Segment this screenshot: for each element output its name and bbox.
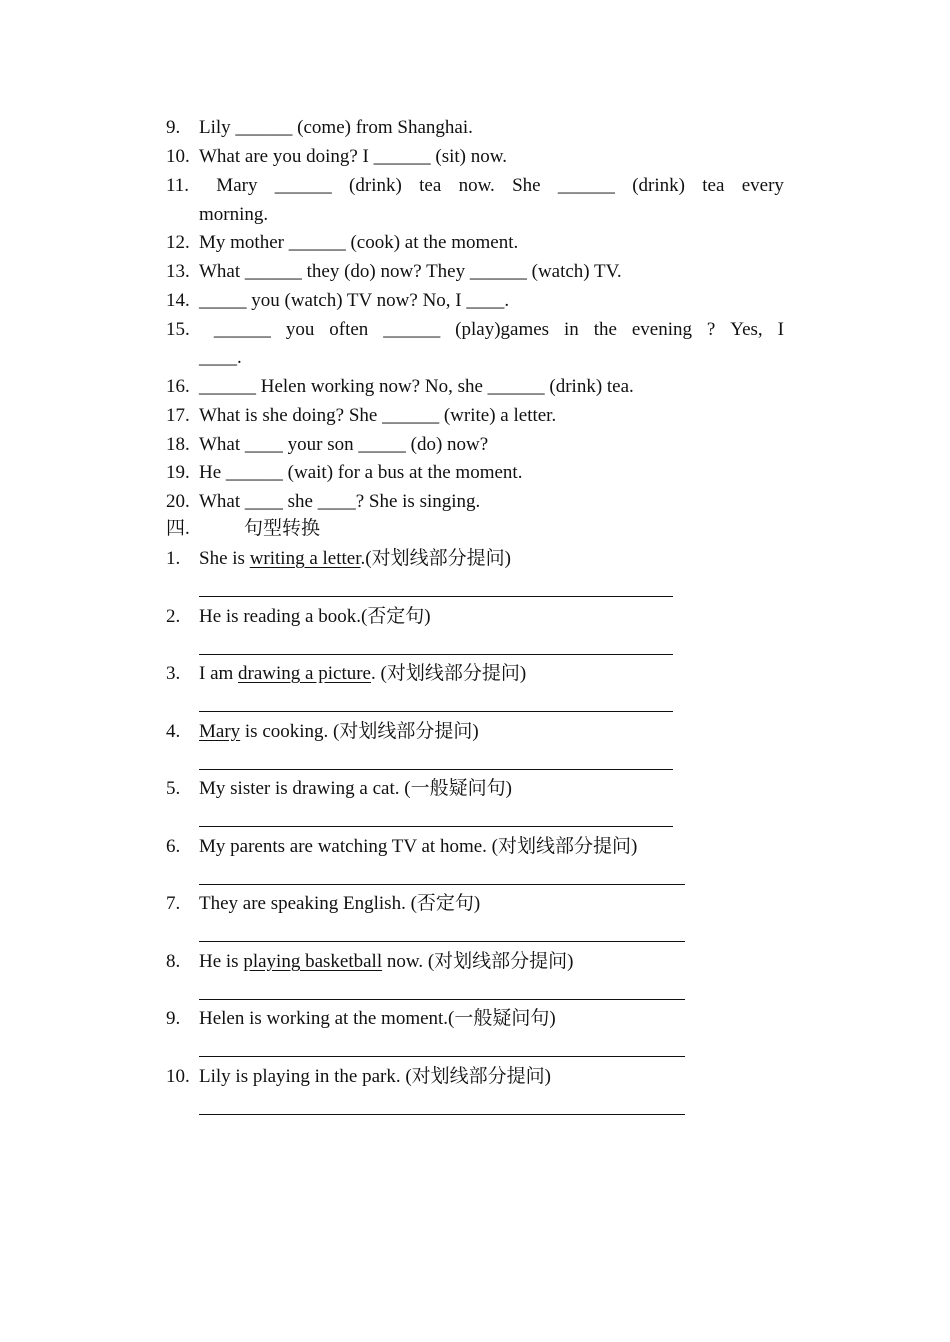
question-text: Helen is working at the moment.(一般疑问句) — [199, 1008, 556, 1029]
answer-line[interactable] — [199, 654, 673, 655]
question-word: every — [741, 175, 784, 196]
question-instruction: . (对划线部分提问) — [371, 663, 527, 684]
question-number: 18. — [166, 434, 190, 455]
question-blank: ______ — [383, 319, 441, 340]
question-11 — [166, 175, 784, 197]
section-title: 句型转换 — [244, 518, 321, 539]
question-text: He is reading a book.(否定句) — [199, 606, 431, 627]
question-text: He ______ (wait) for a bus at the moment. — [199, 462, 523, 483]
question-word: (drink) — [632, 175, 685, 196]
question-word: tea — [702, 175, 725, 196]
question-number: 8. — [166, 951, 181, 972]
question-instruction: is cooking. (对划线部分提问) — [240, 721, 479, 742]
question-text: ______ Helen working now? No, she ______ (drink) tea. — [199, 376, 634, 397]
question-word: now. — [458, 175, 495, 196]
question-text: I am — [199, 663, 239, 684]
question-20 — [166, 491, 480, 513]
question-blank: ______ — [557, 175, 615, 196]
question-word: ? — [706, 319, 716, 340]
answer-line[interactable] — [199, 1056, 685, 1057]
question-12 — [166, 232, 518, 254]
question-text: Lily ______ (come) from Shanghai. — [199, 117, 473, 138]
question-number: 4. — [166, 721, 181, 742]
question-9 — [166, 117, 473, 139]
question-19 — [166, 462, 522, 484]
question-number: 16. — [166, 376, 190, 397]
question-number: 20. — [166, 491, 190, 512]
question-17 — [166, 405, 556, 427]
question-14 — [166, 290, 509, 312]
question-text: What are you doing? I ______ (sit) now. — [199, 146, 507, 167]
section-heading — [166, 518, 320, 540]
question-text: What ____ your son _____ (do) now? — [199, 434, 489, 455]
question-number: 14. — [166, 290, 190, 311]
question-text: My parents are watching TV at home. (对划线部分提问) — [199, 836, 638, 857]
question-number: 15. — [166, 319, 190, 340]
question-word: tea — [419, 175, 442, 196]
question-number: 6. — [166, 836, 181, 857]
question-number: 3. — [166, 663, 181, 684]
question-word: you — [285, 319, 315, 340]
question-number: 9. — [166, 1008, 181, 1029]
question-word: evening — [631, 319, 692, 340]
question-text: My mother ______ (cook) at the moment. — [199, 232, 519, 253]
answer-line[interactable] — [199, 941, 685, 942]
underlined-phrase: drawing a picture — [238, 663, 371, 684]
question-blank: ______ — [213, 319, 271, 340]
question-instruction: now. (对划线部分提问) — [382, 951, 574, 972]
transform-question-10 — [166, 1066, 551, 1088]
transform-question-8 — [166, 951, 574, 973]
question-text: _____ you (watch) TV now? No, I ____. — [199, 290, 510, 311]
transform-question-7 — [166, 893, 480, 915]
question-number: 11. — [166, 175, 190, 196]
question-text: They are speaking English. (否定句) — [199, 893, 481, 914]
question-number: 1. — [166, 548, 181, 569]
question-number: 13. — [166, 261, 190, 282]
question-number: 10. — [166, 146, 190, 167]
question-text: What ______ they (do) now? They ______ (watch) TV. — [199, 261, 622, 282]
question-number: 5. — [166, 778, 181, 799]
transform-question-2 — [166, 606, 431, 628]
answer-line[interactable] — [199, 826, 673, 827]
underlined-phrase: Mary — [199, 721, 241, 742]
question-word: the — [593, 319, 617, 340]
question-18 — [166, 434, 488, 456]
question-instruction: .(对划线部分提问) — [360, 548, 511, 569]
question-word: in — [563, 319, 579, 340]
question-word: (drink) — [349, 175, 402, 196]
question-word: often — [329, 319, 369, 340]
section-number: 四. — [166, 518, 190, 539]
transform-question-5 — [166, 778, 512, 800]
question-blank: ______ — [274, 175, 332, 196]
question-number: 12. — [166, 232, 190, 253]
question-text: What ____ she ____? She is singing. — [199, 491, 481, 512]
question-10 — [166, 146, 507, 168]
question-number: 2. — [166, 606, 181, 627]
question-16 — [166, 376, 634, 398]
answer-line[interactable] — [199, 1114, 685, 1115]
question-15-continuation: ____. — [199, 347, 242, 368]
transform-question-6 — [166, 836, 637, 858]
question-number: 7. — [166, 893, 181, 914]
question-number: 17. — [166, 405, 190, 426]
transform-question-9 — [166, 1008, 556, 1030]
question-word: She — [512, 175, 541, 196]
question-text: She is — [199, 548, 250, 569]
question-word: I — [777, 319, 784, 340]
question-text: Lily is playing in the park. (对划线部分提问) — [199, 1066, 551, 1087]
question-word: Mary — [216, 175, 258, 196]
question-number: 9. — [166, 117, 181, 138]
question-text: What is she doing? She ______ (write) a letter. — [199, 405, 557, 426]
question-15 — [166, 319, 784, 341]
transform-question-4 — [166, 721, 479, 743]
answer-line[interactable] — [199, 884, 685, 885]
question-word: (play)games — [455, 319, 550, 340]
question-text: He is — [199, 951, 244, 972]
answer-line[interactable] — [199, 596, 673, 597]
answer-line[interactable] — [199, 999, 685, 1000]
question-word: Yes, — [730, 319, 763, 340]
question-number: 10. — [166, 1066, 190, 1087]
question-number: 19. — [166, 462, 190, 483]
answer-line[interactable] — [199, 711, 673, 712]
transform-question-3 — [166, 663, 526, 685]
answer-line[interactable] — [199, 769, 673, 770]
transform-question-1 — [166, 548, 511, 570]
question-11-continuation: morning. — [199, 204, 269, 225]
underlined-phrase: writing a letter — [249, 548, 361, 569]
underlined-phrase: playing basketball — [243, 951, 383, 972]
question-13 — [166, 261, 622, 283]
question-text: My sister is drawing a cat. (一般疑问句) — [199, 778, 512, 799]
